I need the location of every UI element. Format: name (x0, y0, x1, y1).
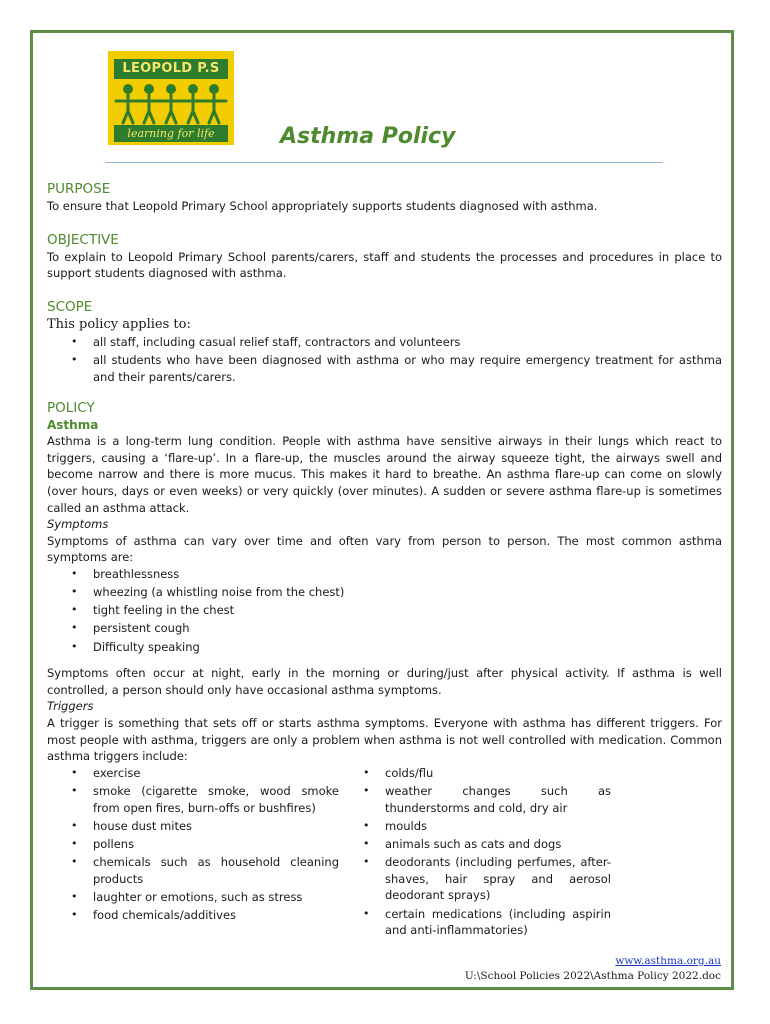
list-item: • all staff, including casual relief staff, contractors and volunteers (93, 334, 722, 351)
list-item: • pollens (93, 836, 339, 853)
list-item: • laughter or emotions, such as stress (93, 889, 339, 906)
list-item: • certain medications (including aspirin and anti-inflammatories) (385, 906, 611, 939)
triggers-left-list (47, 765, 339, 924)
asthma-description: Asthma is a long-term lung condition. People with asthma have sensitive airways in their lungs which react to triggers, causing a ‘flare-up’. In a flare-up, the muscles around the airway squeeze tight, the airways swell and become narrow and there is more mucus. This makes it hard to breathe. An asthma flare-up can come on slowly (over hours, days or even weeks) or very quickly (over minutes). A sudden or severe asthma flare-up is sometimes called an asthma attack. (47, 434, 722, 515)
objective-heading: OBJECTIVE (47, 231, 119, 248)
symptoms-list (47, 566, 722, 655)
logo-children-figures-icon (114, 81, 228, 125)
logo-school-name: LEOPOLD P.S (114, 59, 228, 79)
list-item: • house dust mites (93, 818, 339, 835)
list-item: • weather changes such as thunderstorms and cold, dry air (385, 783, 611, 816)
list-item: • colds/flu (385, 765, 611, 782)
list-item: • breathlessness (93, 566, 722, 583)
list-item: • wheezing (a whistling noise from the chest) (93, 584, 722, 601)
triggers-left-column (47, 765, 339, 941)
triggers-intro: A trigger is something that sets off or starts asthma symptoms. Everyone with asthma has different triggers. For most people with asthma, triggers are only a problem when asthma is not well controlled with medication. Common asthma triggers include: (47, 716, 722, 764)
symptoms-subheading: Symptoms (47, 517, 109, 532)
document-file-path: U:\School Policies 2022\Asthma Policy 2022.doc (464, 970, 721, 982)
list-item: • chemicals such as household cleaning products (93, 854, 339, 887)
school-logo (108, 51, 234, 145)
asthma-subheading: Asthma (47, 418, 99, 433)
list-item: • persistent cough (93, 620, 722, 637)
objective-text: To explain to Leopold Primary School parents/carers, staff and students the processes and procedures in place to support students diagnosed with asthma. (47, 249, 722, 281)
list-item: • food chemicals/additives (93, 907, 339, 924)
list-item: • animals such as cats and dogs (385, 836, 611, 853)
scope-intro: This policy applies to: (47, 316, 191, 332)
asthma-website-link[interactable]: www.asthma.org.au (615, 955, 721, 967)
scope-list (47, 334, 722, 385)
list-item: • deodorants (including perfumes, after-shaves, hair spray and aerosol deodorant sprays) (385, 854, 611, 904)
triggers-right-list (339, 765, 721, 939)
page-footer (465, 954, 721, 984)
symptoms-after-text: Symptoms often occur at night, early in the morning or during/just after physical activity. If asthma is well controlled, a person should only have occasional asthma symptoms. (47, 666, 722, 697)
list-item: • Difficulty speaking (93, 639, 722, 656)
scope-heading: SCOPE (47, 298, 93, 315)
purpose-heading: PURPOSE (47, 181, 111, 197)
list-item: • moulds (385, 818, 611, 835)
list-item: • tight feeling in the chest (93, 602, 722, 619)
list-item: • exercise (93, 765, 339, 782)
symptoms-intro: Symptoms of asthma can vary over time and often vary from person to person. The most common asthma symptoms are: (47, 533, 722, 565)
policy-heading: POLICY (47, 400, 95, 417)
purpose-text: To ensure that Leopold Primary School appropriately supports students diagnosed with asthma. (47, 199, 598, 213)
triggers-subheading: Triggers (47, 699, 94, 714)
page-title: Asthma Policy (280, 124, 456, 149)
list-item: • all students who have been diagnosed with asthma or who may require emergency treatment for asthma and their parents/carers. (93, 352, 722, 385)
policy-content (47, 180, 722, 940)
triggers-columns (47, 765, 722, 941)
triggers-right-column (339, 765, 721, 941)
title-divider (105, 162, 663, 163)
list-item: • smoke (cigarette smoke, wood smoke from open fires, burn-offs or bushfires) (93, 783, 339, 816)
logo-motto: learning for life (114, 125, 228, 142)
